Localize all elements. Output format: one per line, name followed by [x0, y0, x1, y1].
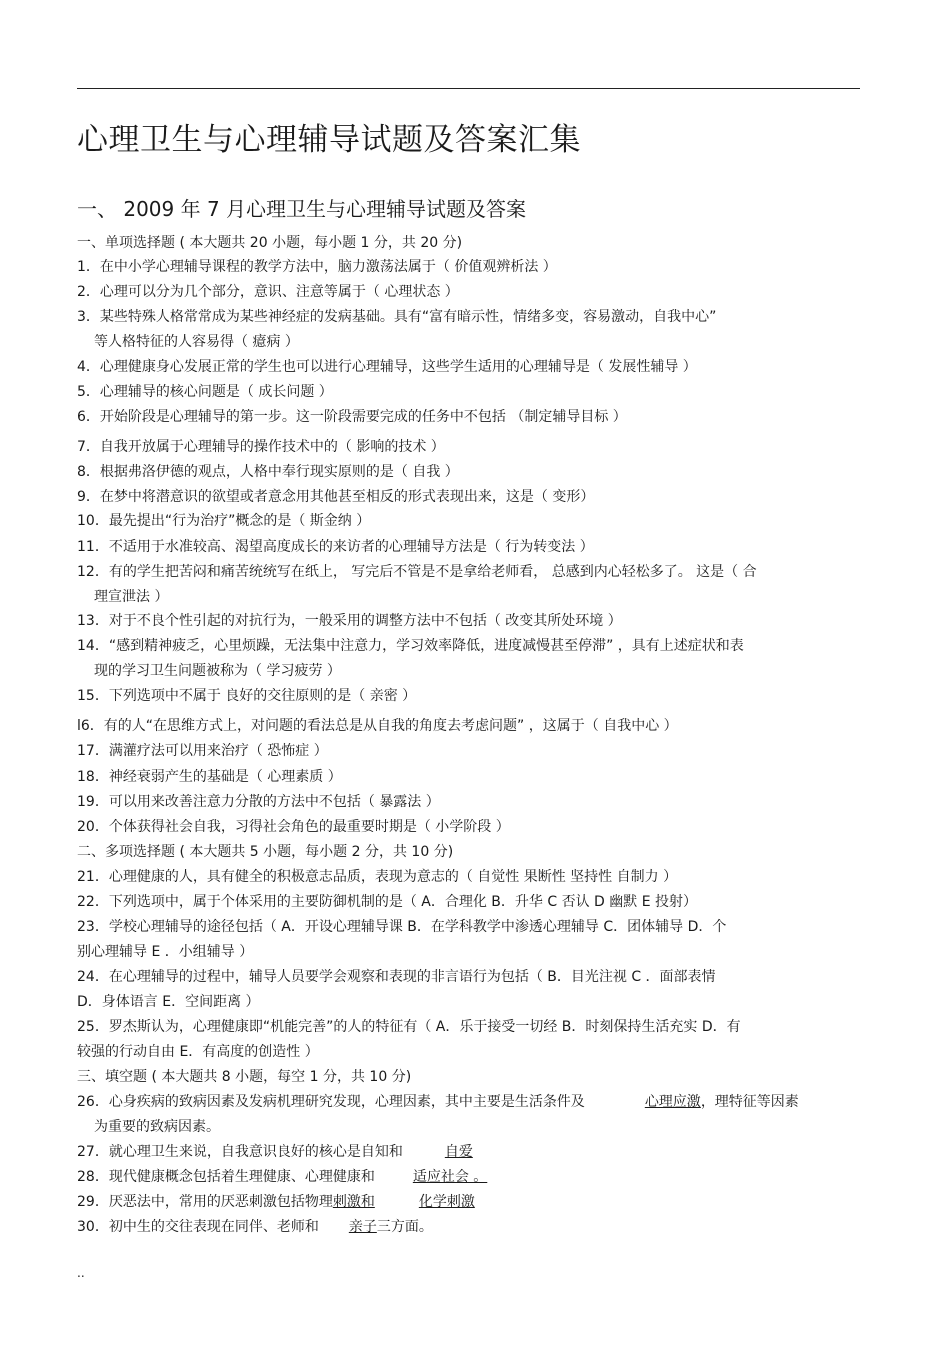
question-25: 25．罗杰斯认为，心理健康即“机能完善”的人的特征有（ A．乐于接受一切经 B．时刻保持生活充实 D．有: [77, 1019, 741, 1035]
question-29: [77, 1193, 475, 1211]
question-19: 19．可以用来改善注意力分散的方法中不包括（ 暴露法 ）: [77, 794, 440, 810]
question-28: [77, 1168, 487, 1186]
question-25-cont: 较强的行动自由 E．有高度的创造性 ）: [77, 1044, 319, 1060]
question-23: 23．学校心理辅导的途径包括（ A．开设心理辅导课 B．在学科教学中渗透心理辅导 C．团体辅导 D．个: [77, 919, 727, 935]
question-26-cont: 为重要的致病因素。: [94, 1119, 220, 1135]
question-27-text: 27．就心理卫生来说，自我意识良好的核心是自知和: [77, 1144, 403, 1160]
question-27: [77, 1143, 473, 1161]
question-1: 1．在中小学心理辅导课程的教学方法中，脑力激荡法属于（ 价值观辨析法 ）: [77, 259, 557, 275]
answer-29b: 化学刺激: [418, 1194, 475, 1210]
question-22: 22．下列选项中，属于个体采用的主要防御机制的是（ A．合理化 B．升华 C 否认 D 幽默 E 投射）: [77, 894, 697, 910]
question-2: 2．心理可以分为几个部分，意识、注意等属于（ 心理状态 ）: [77, 284, 459, 300]
fill-section-heading: 三、填空题 ( 本大题共 8 小题，每空 1 分，共 10 分): [77, 1069, 412, 1085]
question-15: 15．下列选项中不属于 良好的交往原则的是（ 亲密 ）: [77, 688, 417, 704]
question-28-text: 28．现代健康概念包括着生理健康、心理健康和: [77, 1169, 375, 1185]
question-30-text: 30．初中生的交往表现在同伴、老师和: [77, 1219, 319, 1235]
question-3: 3．某些特殊人格常常成为某些神经症的发病基础。具有“富有暗示性，情绪多变，容易激动，自我中心”: [77, 309, 717, 325]
question-20: 20．个体获得社会自我，习得社会角色的最重要时期是（ 小学阶段 ）: [77, 819, 510, 835]
question-11: 11．不适用于水准较高、渴望高度成长的来访者的心理辅导方法是（ 行为转变法 ）: [77, 539, 594, 555]
answer-27: 自爱: [444, 1144, 473, 1160]
page-footer: ..: [77, 1266, 85, 1280]
answer-30: 亲子: [348, 1219, 377, 1235]
question-16: l6．有的人“在思维方式上，对问题的看法总是从自我的角度去考虑问题” ，这属于（ 自我中心 ）: [77, 718, 678, 734]
question-7: 7．自我开放属于心理辅导的操作技术中的（ 影响的技术 ）: [77, 439, 445, 455]
question-5: 5．心理辅导的核心问题是（ 成长问题 ）: [77, 384, 333, 400]
mc-section-heading: 一、单项选择题 ( 本大题共 20 小题，每小题 1 分，共 20 分): [77, 235, 463, 251]
question-12-cont: 理宣泄法 ）: [94, 589, 169, 605]
question-23-cont: 别心理辅导 E ．小组辅导 ）: [77, 944, 254, 960]
question-29-text: 29．厌恶法中，常用的厌恶刺激包括物理: [77, 1194, 333, 1210]
question-14: 14．“感到精神疲乏，心里烦躁，无法集中注意力，学习效率降低，进度减慢甚至停滞” ，具有上述症状和表: [77, 638, 744, 654]
question-10: 10．最先提出“行为治疗”概念的是（ 斯金纳 ）: [77, 513, 371, 529]
question-26: [77, 1093, 799, 1111]
answer-29a: 刺激和: [332, 1194, 375, 1210]
answer-28: 适应社会 。: [412, 1169, 488, 1185]
question-8: 8．根据弗洛伊德的观点，人格中奉行现实原则的是（ 自我 ）: [77, 464, 459, 480]
question-24: 24．在心理辅导的过程中，辅导人员要学会观察和表现的非言语行为包括（ B．目光注视 C ．面部表情: [77, 969, 716, 985]
question-13: 13．对于不良个性引起的对抗行为，一般采用的调整方法中不包括（ 改变其所处环境 ）: [77, 613, 622, 629]
question-4: 4．心理健康身心发展正常的学生也可以进行心理辅导，这些学生适用的心理辅导是（ 发展性辅导 ）: [77, 359, 697, 375]
question-24-cont: D．身体语言 E．空间距离 ）: [77, 994, 260, 1010]
question-26-tail: ，理特征等因素: [700, 1094, 799, 1110]
question-26-text: 26．心身疾病的致病因素及发病机理研究发现，心理因素，其中主要是生活条件及: [77, 1094, 585, 1110]
top-rule: [77, 88, 860, 89]
question-12: 12．有的学生把苦闷和痛苦统统写在纸上， 写完后不管是不是拿给老师看， 总感到内心轻松多了。 这是（ 合: [77, 564, 757, 580]
question-30-tail: 三方面。: [376, 1219, 433, 1235]
question-30: [77, 1218, 433, 1236]
question-21: 21．心理健康的人，具有健全的积极意志品质，表现为意志的（ 自觉性 果断性 坚持性 自制力 ）: [77, 869, 678, 885]
question-3-cont: 等人格特征的人容易得（ 癔病 ）: [94, 334, 299, 350]
question-17: 17．满灌疗法可以用来治疗（ 恐怖症 ）: [77, 743, 328, 759]
question-6: 6．开始阶段是心理辅导的第一步。这一阶段需要完成的任务中不包括 （制定辅导目标 ）: [77, 409, 627, 425]
document-title: 心理卫生与心理辅导试题及答案汇集: [77, 122, 581, 158]
answer-26: 心理应激: [644, 1094, 701, 1110]
multi-section-heading: 二、多项选择题 ( 本大题共 5 小题，每小题 2 分，共 10 分): [77, 844, 454, 860]
question-9: 9．在梦中将潜意识的欲望或者意念用其他甚至相反的形式表现出来，这是（ 变形）: [77, 489, 595, 505]
question-14-cont: 现的学习卫生问题被称为（ 学习疲劳 ）: [94, 663, 341, 679]
question-18: 18．神经衰弱产生的基础是（ 心理素质 ）: [77, 769, 342, 785]
section-heading: 一、 2009 年 7 月心理卫生与心理辅导试题及答案: [77, 197, 527, 221]
